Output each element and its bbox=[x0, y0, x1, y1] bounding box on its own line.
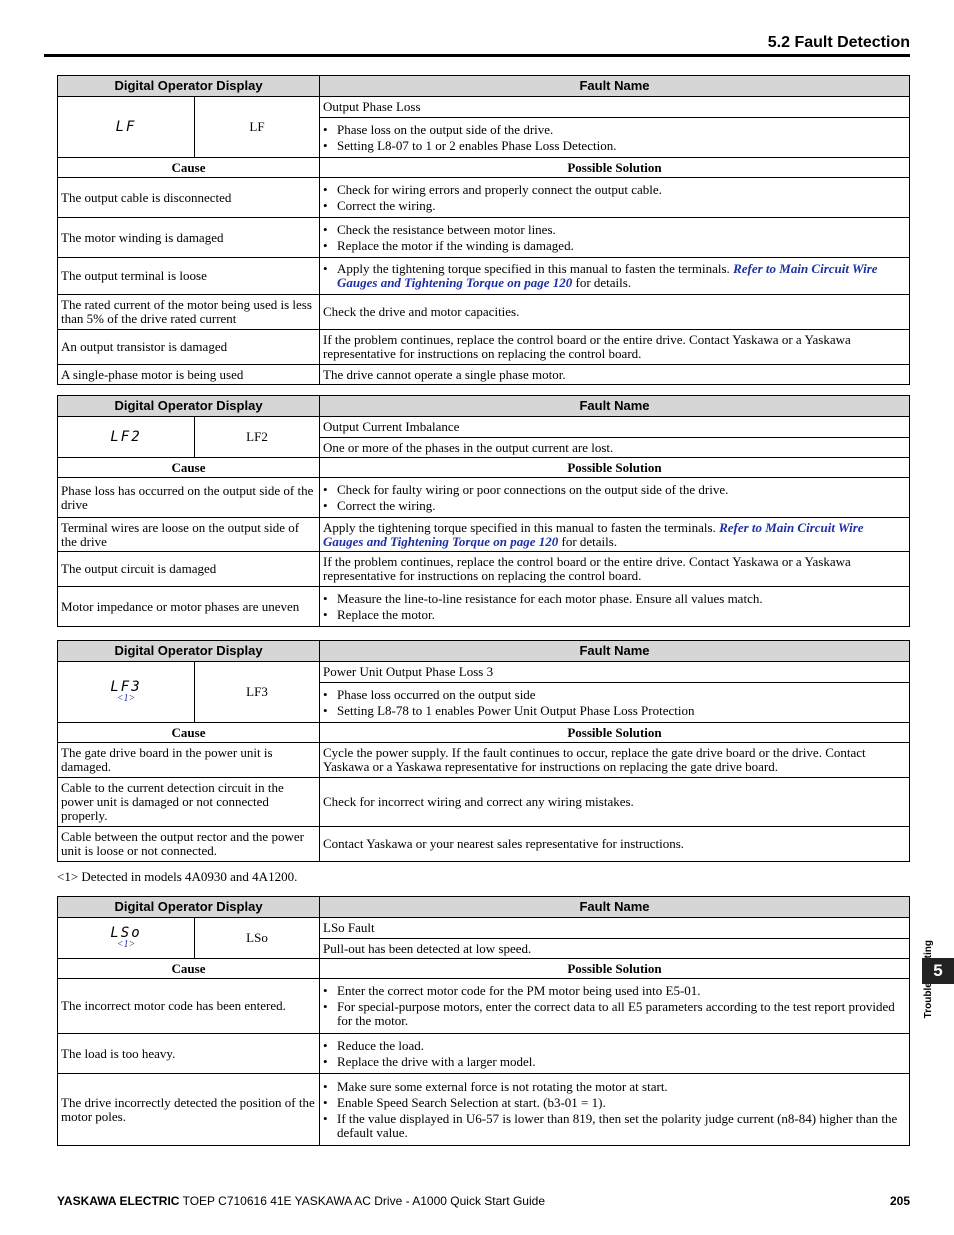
fault-code: LSo bbox=[195, 918, 320, 959]
col-header-fault-name: Fault Name bbox=[320, 396, 910, 417]
solution-cell: Contact Yaskawa or your nearest sales representative for instructions. bbox=[320, 827, 910, 862]
solution-cell bbox=[320, 587, 910, 627]
solution-cell: Cycle the power supply. If the fault continues to occur, replace the gate drive board or the drive. Contact Yaskawa or a Yaskawa representative for instructions on replacing the gate drive board. bbox=[320, 743, 910, 778]
solution-cell bbox=[320, 218, 910, 258]
solution-item: • Replace the drive with a larger model. bbox=[323, 1055, 906, 1069]
display-glyph: LSo bbox=[110, 925, 142, 941]
footer-doc-title: TOEP C710616 41E YASKAWA AC Drive - A1000 Quick Start Guide bbox=[179, 1194, 545, 1208]
cause-cell: The output circuit is damaged bbox=[58, 552, 320, 587]
solution-cell: Check the drive and motor capacities. bbox=[320, 295, 910, 330]
detail-item: • Setting L8-07 to 1 or 2 enables Phase Loss Detection. bbox=[323, 139, 906, 153]
detail-item: • Phase loss on the output side of the drive. bbox=[323, 123, 906, 137]
solution-item: • Replace the motor if the winding is damaged. bbox=[323, 239, 906, 253]
page-reference-link[interactable]: Refer to Main Circuit Wire Gauges and Tightening Torque on page 120 bbox=[323, 519, 864, 549]
fault-name: LSo Fault bbox=[320, 918, 910, 939]
cause-header: Cause bbox=[58, 458, 320, 478]
solution-item: • Replace the motor. bbox=[323, 608, 906, 622]
footnote-ref[interactable]: <1> bbox=[116, 693, 136, 704]
solution-item: • Reduce the load. bbox=[323, 1039, 906, 1053]
page-number: 205 bbox=[889, 1194, 910, 1208]
solution-cell bbox=[320, 258, 910, 295]
fault-code: LF bbox=[195, 97, 320, 158]
display-glyph: LF2 bbox=[110, 429, 142, 445]
solution-item: • Enter the correct motor code for the PM motor being used into E5-01. bbox=[323, 984, 906, 998]
solution-cell: If the problem continues, replace the control board or the entire drive. Contact Yaskawa or a Yaskawa representative for instructions on replacing the control board. bbox=[320, 552, 910, 587]
cause-header: Cause bbox=[58, 158, 320, 178]
col-header-display: Digital Operator Display bbox=[58, 396, 320, 417]
solution-header: Possible Solution bbox=[320, 959, 910, 979]
solution-cell bbox=[320, 478, 910, 518]
section-title: 5.2 Fault Detection bbox=[767, 34, 910, 51]
detail-item: • Setting L8-78 to 1 enables Power Unit Output Phase Loss Protection bbox=[323, 704, 906, 718]
cause-cell: An output transistor is damaged bbox=[58, 330, 320, 365]
cause-cell: The output terminal is loose bbox=[58, 258, 320, 295]
solution-item: • If the value displayed in U6-57 is lower than 819, then set the polarity judge current (n8-84) higher than the default value. bbox=[323, 1112, 906, 1140]
cause-cell: The incorrect motor code has been entered. bbox=[58, 979, 320, 1034]
fault-table-lf2 bbox=[57, 395, 910, 627]
footer-brand: YASKAWA ELECTRIC bbox=[57, 1194, 180, 1208]
solution-text: for details. bbox=[572, 275, 632, 290]
chapter-tab[interactable]: 5 bbox=[922, 958, 954, 984]
cause-cell: The motor winding is damaged bbox=[58, 218, 320, 258]
solution-cell: Check for incorrect wiring and correct any wiring mistakes. bbox=[320, 778, 910, 827]
fault-code: LF2 bbox=[195, 417, 320, 458]
cause-cell: The drive incorrectly detected the position of the motor poles. bbox=[58, 1074, 320, 1146]
footnote-ref[interactable]: <1> bbox=[116, 939, 136, 950]
solution-text: Apply the tightening torque specified in this manual to fasten the terminals. bbox=[337, 261, 734, 276]
display-cell bbox=[58, 918, 195, 959]
page-reference-link[interactable]: Refer to Main Circuit Wire Gauges and Tightening Torque on page 120 bbox=[337, 261, 878, 290]
solution-item: • Check for faulty wiring or poor connections on the output side of the drive. bbox=[323, 483, 906, 497]
solution-item bbox=[323, 262, 906, 290]
display-cell bbox=[58, 417, 195, 458]
fault-detail bbox=[320, 683, 910, 723]
solution-cell bbox=[320, 518, 910, 552]
col-header-display: Digital Operator Display bbox=[58, 76, 320, 97]
solution-item: • Make sure some external force is not rotating the motor at start. bbox=[323, 1080, 906, 1094]
solution-cell: The drive cannot operate a single phase motor. bbox=[320, 365, 910, 385]
solution-cell bbox=[320, 979, 910, 1034]
cause-header: Cause bbox=[58, 959, 320, 979]
fault-detail: Pull-out has been detected at low speed. bbox=[320, 939, 910, 959]
display-glyph: LF3 bbox=[110, 679, 142, 695]
col-header-fault-name: Fault Name bbox=[320, 76, 910, 97]
fault-name: Output Phase Loss bbox=[320, 97, 910, 118]
chapter-side-label bbox=[923, 940, 937, 1040]
col-header-display: Digital Operator Display bbox=[58, 641, 320, 662]
solution-item: • Enable Speed Search Selection at start. (b3-01 = 1). bbox=[323, 1096, 906, 1110]
display-glyph: LF bbox=[115, 119, 137, 135]
solution-header: Possible Solution bbox=[320, 158, 910, 178]
cause-cell: The output cable is disconnected bbox=[58, 178, 320, 218]
cause-cell: Cable to the current detection circuit in the power unit is damaged or not connected properly. bbox=[58, 778, 320, 827]
solution-text: for details. bbox=[558, 533, 618, 549]
solution-header: Possible Solution bbox=[320, 458, 910, 478]
solution-item: • Measure the line-to-line resistance for each motor phase. Ensure all values match. bbox=[323, 592, 906, 606]
cause-cell: A single-phase motor is being used bbox=[58, 365, 320, 385]
cause-cell: Terminal wires are loose on the output side of the drive bbox=[58, 518, 320, 552]
solution-text: Apply the tightening torque specified in this manual to fasten the terminals. bbox=[323, 519, 720, 535]
solution-cell: If the problem continues, replace the control board or the entire drive. Contact Yaskawa or a Yaskawa representative for instructions on replacing the control board. bbox=[320, 330, 910, 365]
header-rule bbox=[44, 54, 910, 57]
solution-item: • For special-purpose motors, enter the correct data to all E5 parameters according to the test report provided for the motor. bbox=[323, 1000, 906, 1028]
solution-item: • Check the resistance between motor lines. bbox=[323, 223, 906, 237]
cause-cell: The rated current of the motor being used is less than 5% of the drive rated current bbox=[58, 295, 320, 330]
solution-cell bbox=[320, 1074, 910, 1146]
cause-cell: Cable between the output rector and the power unit is loose or not connected. bbox=[58, 827, 320, 862]
solution-item: • Correct the wiring. bbox=[323, 499, 906, 513]
solution-item: • Check for wiring errors and properly connect the output cable. bbox=[323, 183, 906, 197]
cause-cell: The gate drive board in the power unit is damaged. bbox=[58, 743, 320, 778]
fault-table-lso bbox=[57, 896, 910, 1146]
fault-table-lf3 bbox=[57, 640, 910, 862]
detail-item: • Phase loss occurred on the output side bbox=[323, 688, 906, 702]
solution-cell bbox=[320, 1034, 910, 1074]
col-header-fault-name: Fault Name bbox=[320, 897, 910, 918]
fault-name: Output Current Imbalance bbox=[320, 417, 910, 438]
display-cell bbox=[58, 97, 195, 158]
cause-cell: Phase loss has occurred on the output side of the drive bbox=[58, 478, 320, 518]
col-header-fault-name: Fault Name bbox=[320, 641, 910, 662]
display-cell bbox=[58, 662, 195, 723]
fault-name: Power Unit Output Phase Loss 3 bbox=[320, 662, 910, 683]
page-footer bbox=[57, 1194, 910, 1208]
fault-detail: One or more of the phases in the output current are lost. bbox=[320, 438, 910, 458]
fault-table-lf bbox=[57, 75, 910, 385]
col-header-display: Digital Operator Display bbox=[58, 897, 320, 918]
fault-detail bbox=[320, 118, 910, 158]
cause-cell: Motor impedance or motor phases are uneven bbox=[58, 587, 320, 627]
cause-header: Cause bbox=[58, 723, 320, 743]
footnote: <1> Detected in models 4A0930 and 4A1200. bbox=[57, 869, 298, 884]
fault-code: LF3 bbox=[195, 662, 320, 723]
cause-cell: The load is too heavy. bbox=[58, 1034, 320, 1074]
solution-cell bbox=[320, 178, 910, 218]
solution-header: Possible Solution bbox=[320, 723, 910, 743]
solution-item: • Correct the wiring. bbox=[323, 199, 906, 213]
